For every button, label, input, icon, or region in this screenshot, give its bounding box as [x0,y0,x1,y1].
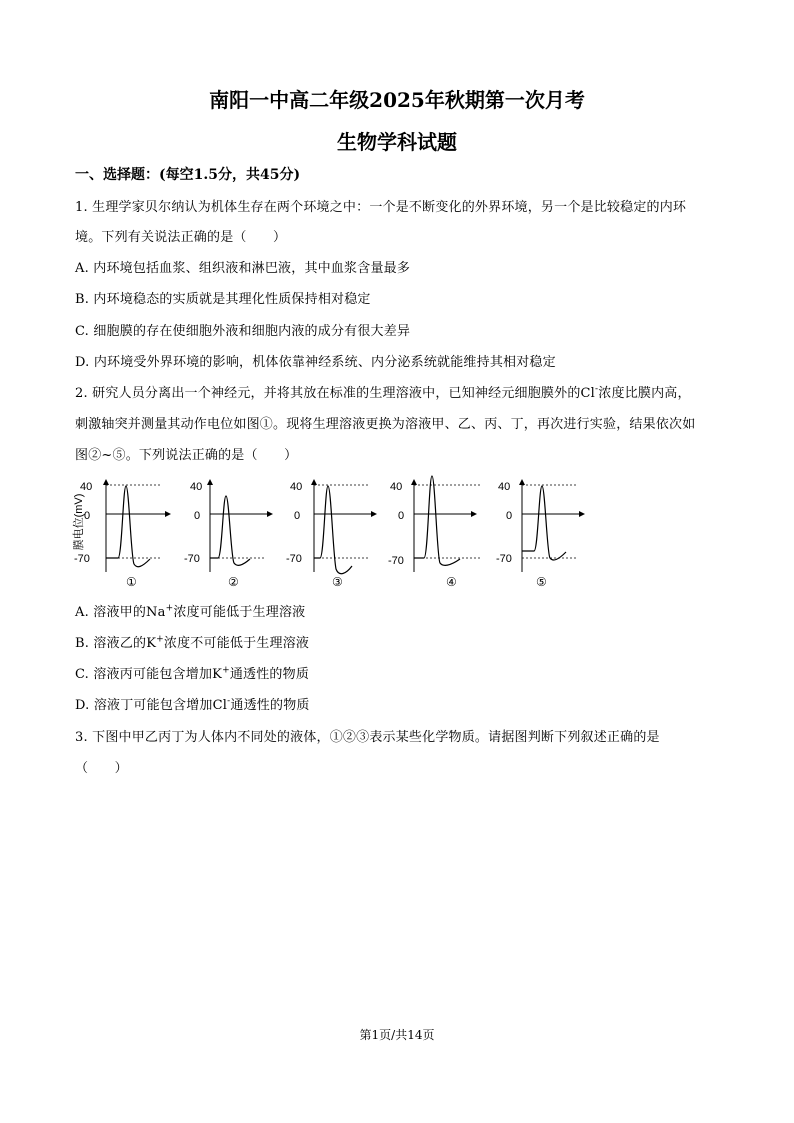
tick-neg70: -70 [496,553,512,565]
panel-2 [184,480,272,589]
tick-neg70: -70 [184,553,200,565]
figure-ylabel: 膜电位(mV) [73,493,85,551]
trace-2 [210,496,250,565]
q2-option-a: A. 溶液甲的Na+浓度可能低于生理溶液 [75,603,306,620]
tick-0: 0 [506,510,513,522]
q2-option-c: C. 溶液丙可能包含增加K+通透性的物质 [75,665,310,682]
page-subtitle: 生物学科试题 [337,130,457,154]
tick-40: 40 [190,481,203,493]
q1-option-d: D. 内环境受外界环境的影响，机体依靠神经系统、内分泌系统就能维持其相对稳定 [75,355,556,370]
q1-stem-line2: 境。下列有关说法正确的是（ ） [75,230,287,245]
q3-stem-line1: 3. 下图中甲乙丙丁为人体内不同处的液体，①②③表示某些化学物质。请据图判断下列叙述正确的是 [75,730,660,745]
trace-5 [522,486,566,560]
tick-40: 40 [498,481,511,493]
panel-label: ① [126,575,137,589]
section-heading: 一、选择题：(每空1.5分，共45分) [75,167,301,183]
tick-neg70: -70 [286,553,302,565]
panel-label: ② [228,575,239,589]
q2-stem-line1: 2. 研究人员分离出一个神经元，并将其放在标准的生理溶液中，已知神经元细胞膜外的Cl-浓度比膜内高， [75,384,691,401]
trace-3 [314,486,352,574]
panel-label: ⑤ [536,575,547,589]
panel-5 [496,480,584,589]
tick-neg70: -70 [74,553,90,565]
trace-4 [414,476,460,565]
panel-4 [388,476,482,589]
panel-3 [286,480,376,589]
q2-stem-line3: 图②~⑤。下列说法正确的是（ ） [75,448,298,463]
q2-option-d: D. 溶液丁可能包含增加Cl-通透性的物质 [75,696,310,713]
q1-option-b: B. 内环境稳态的实质就是其理化性质保持相对稳定 [75,292,371,307]
q1-option-a: A. 内环境包括血浆、组织液和淋巴液，其中血浆含量最多 [75,261,411,276]
page-footer: 第1页/共14页 [359,1028,435,1042]
q2-stem-line2: 刺激轴突并测量其动作电位如图①。现将生理溶液更换为溶液甲、乙、丙、丁，再次进行实验，结果依次如 [75,417,696,432]
action-potential-figure [70,474,590,594]
tick-0: 0 [294,510,301,522]
q3-stem-line2: （ ） [75,761,128,776]
tick-neg70: -70 [388,555,404,567]
tick-0: 0 [194,510,201,522]
tick-40: 40 [290,481,303,493]
q1-stem-line1: 1. 生理学家贝尔纳认为机体生存在两个环境之中：一个是不断变化的外界环境，另一个是比较稳定的内环 [75,200,687,215]
trace-1 [106,486,150,567]
q2-option-b: B. 溶液乙的K+浓度不可能低于生理溶液 [75,634,310,651]
panel-label: ④ [446,575,457,589]
tick-0: 0 [398,510,405,522]
panel-label: ③ [332,575,343,589]
q1-option-c: C. 细胞膜的存在使细胞外液和细胞内液的成分有很大差异 [75,324,411,339]
tick-0: 0 [84,510,91,522]
panel-1 [74,480,170,589]
tick-40: 40 [80,481,93,493]
page-title: 南阳一中高二年级2025年秋期第一次月考 [209,88,585,112]
tick-40: 40 [390,481,403,493]
